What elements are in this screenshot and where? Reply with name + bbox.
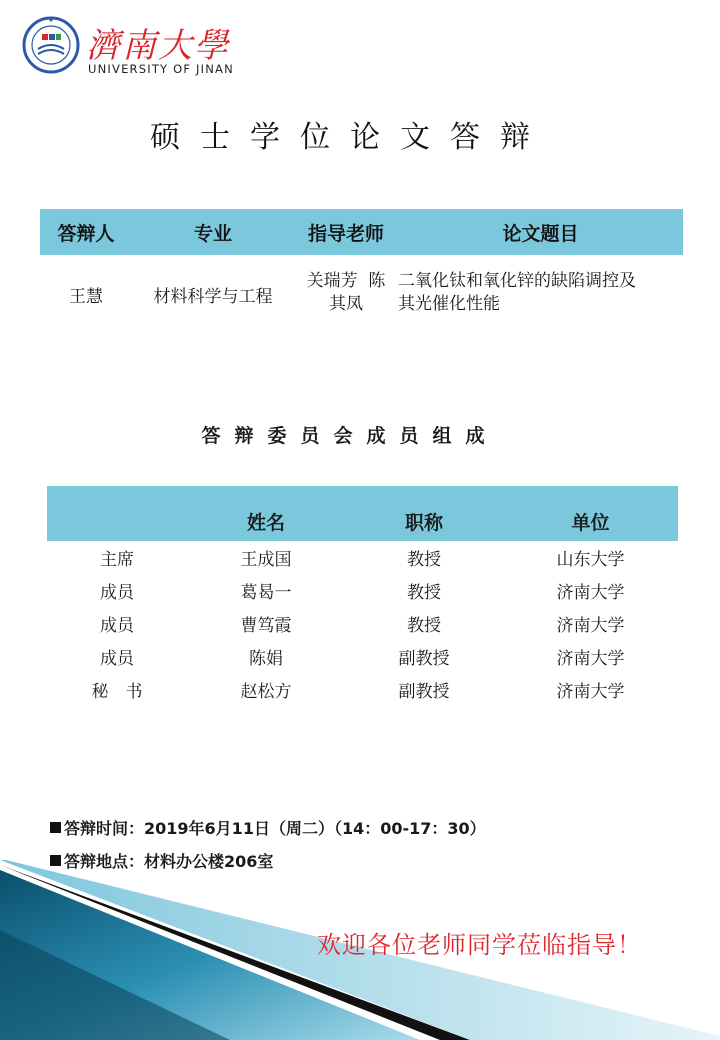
member-name: 葛曷一	[240, 583, 292, 603]
header-major: 专业	[132, 209, 294, 255]
member-title: 副教授	[398, 682, 450, 702]
defense-table-header-row	[40, 209, 683, 255]
member-affiliation: 济南大学	[556, 616, 625, 636]
defense-time	[50, 816, 486, 839]
defense-place-label: 答辩地点：	[64, 852, 145, 871]
member-name: 曹笃霞	[240, 616, 292, 636]
committee-header-row	[47, 486, 678, 541]
header-title: 职称	[345, 486, 503, 541]
thesis-topic	[398, 255, 683, 316]
header-student: 答辩人	[40, 209, 132, 255]
university-seal-icon	[22, 16, 80, 74]
student-name: 王慧	[69, 287, 103, 307]
topic-line-2: 其光催化性能	[398, 294, 500, 314]
table-row	[47, 673, 678, 706]
logo-english-name: UNIVERSITY OF JINAN	[88, 62, 234, 76]
table-row	[47, 607, 678, 640]
topic-line-1: 二氧化钛和氧化锌的缺陷调控及	[398, 271, 636, 291]
welcome-message: 欢迎各位老师同学莅临指导！	[317, 931, 642, 959]
header-role	[47, 486, 187, 541]
member-affiliation: 济南大学	[556, 682, 625, 702]
member-role: 主席	[100, 550, 134, 570]
table-row	[47, 574, 678, 607]
member-role: 成员	[100, 616, 134, 636]
defense-time-label: 答辩时间：	[64, 819, 145, 838]
member-name: 赵松方	[240, 682, 292, 702]
advisors-line-1: 关瑞芳 陈	[306, 271, 386, 291]
table-row	[47, 541, 678, 574]
table-row	[47, 640, 678, 673]
member-role: 成员	[100, 649, 134, 669]
member-affiliation: 山东大学	[556, 550, 625, 570]
member-title: 教授	[407, 616, 441, 636]
table-row	[40, 255, 683, 316]
member-affiliation: 济南大学	[556, 583, 625, 603]
header-advisor: 指导老师	[294, 209, 398, 255]
header-topic: 论文题目	[398, 209, 683, 255]
university-logo	[22, 14, 262, 84]
header-affiliation: 单位	[503, 486, 678, 541]
advisors-line-2: 其凤	[329, 294, 363, 314]
committee-table	[47, 486, 678, 706]
page-title: 硕士学位论文答辩	[150, 120, 550, 155]
advisors	[294, 255, 398, 316]
bullet-square-icon	[50, 822, 61, 833]
committee-title: 答辩委员会成员组成	[201, 425, 499, 447]
member-role: 秘 书	[91, 682, 143, 702]
member-affiliation: 济南大学	[556, 649, 625, 669]
defense-info-table	[40, 209, 683, 316]
member-name: 陈娟	[249, 649, 283, 669]
member-title: 副教授	[398, 649, 450, 669]
member-title: 教授	[407, 583, 441, 603]
member-role: 成员	[100, 583, 134, 603]
member-title: 教授	[407, 550, 441, 570]
defense-time-value: 2019年6月11日（周二）（14：00-17：30）	[144, 819, 486, 838]
member-name: 王成国	[240, 550, 292, 570]
logo-chinese-name: 濟南大學	[86, 26, 230, 66]
header-name: 姓名	[187, 486, 345, 541]
student-major: 材料科学与工程	[153, 287, 273, 307]
defense-place-value: 材料办公楼206室	[144, 852, 274, 871]
